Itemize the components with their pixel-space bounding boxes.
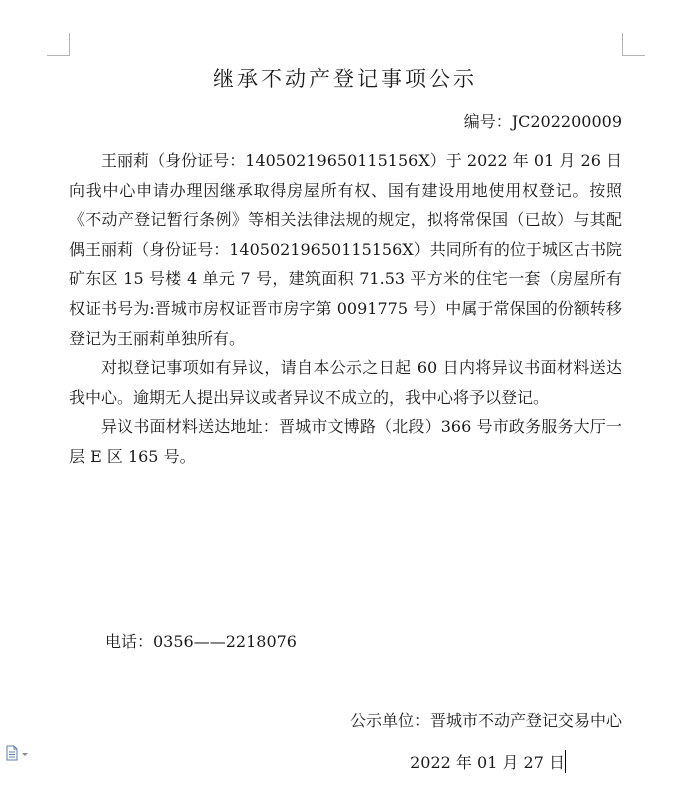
paragraph-objection-notice: 对拟登记事项如有异议，请自本公示之日起 60 日内将异议书面材料送达我中心。逾期无人提出异议或者异议不成立的，我中心将予以登记。 [69, 358, 622, 407]
contact-phone: 电话：0356——2218076 [105, 632, 297, 651]
crop-mark-top-right [622, 33, 645, 56]
paragraph-application: 王丽莉（身份证号：14050219650115156X）于 2022 年 01 月 26 日向我中心申请办理因继承取得房屋所有权、国有建设用地使用权登记。按照《不动产登记暂行条例》等相关法律法规的规定，拟将常保国（已故）与其配偶王丽莉（身份证号：14050219650115156X）共同所有的位于城区古书院矿东区 15 号楼 4 单元 7 号，建筑面积 71.53 平方米的住宅一套（房屋所有权证书号为:晋城市房权证晋市房字第 0091775 号）中属于常保国的份额转移登记为王丽莉单独所有。 [69, 151, 622, 348]
document-body[interactable] [69, 146, 622, 472]
paragraph-objection-address: 异议书面材料送达地址：晋城市文博路（北段）366 号市政务服务大厅一层 E 区 165 号。 [69, 417, 622, 466]
publisher-signature: 公示单位：晋城市不动产登记交易中心 [349, 711, 622, 730]
document-title: 继承不动产登记事项公示 [213, 67, 477, 91]
publish-date: 2022 年 01 月 27 日 [410, 753, 565, 772]
paragraph-options-icon[interactable] [5, 745, 31, 761]
text-cursor [565, 750, 566, 773]
crop-mark-top-left [47, 33, 70, 56]
serial-number: 编号：JC202200009 [463, 112, 622, 131]
